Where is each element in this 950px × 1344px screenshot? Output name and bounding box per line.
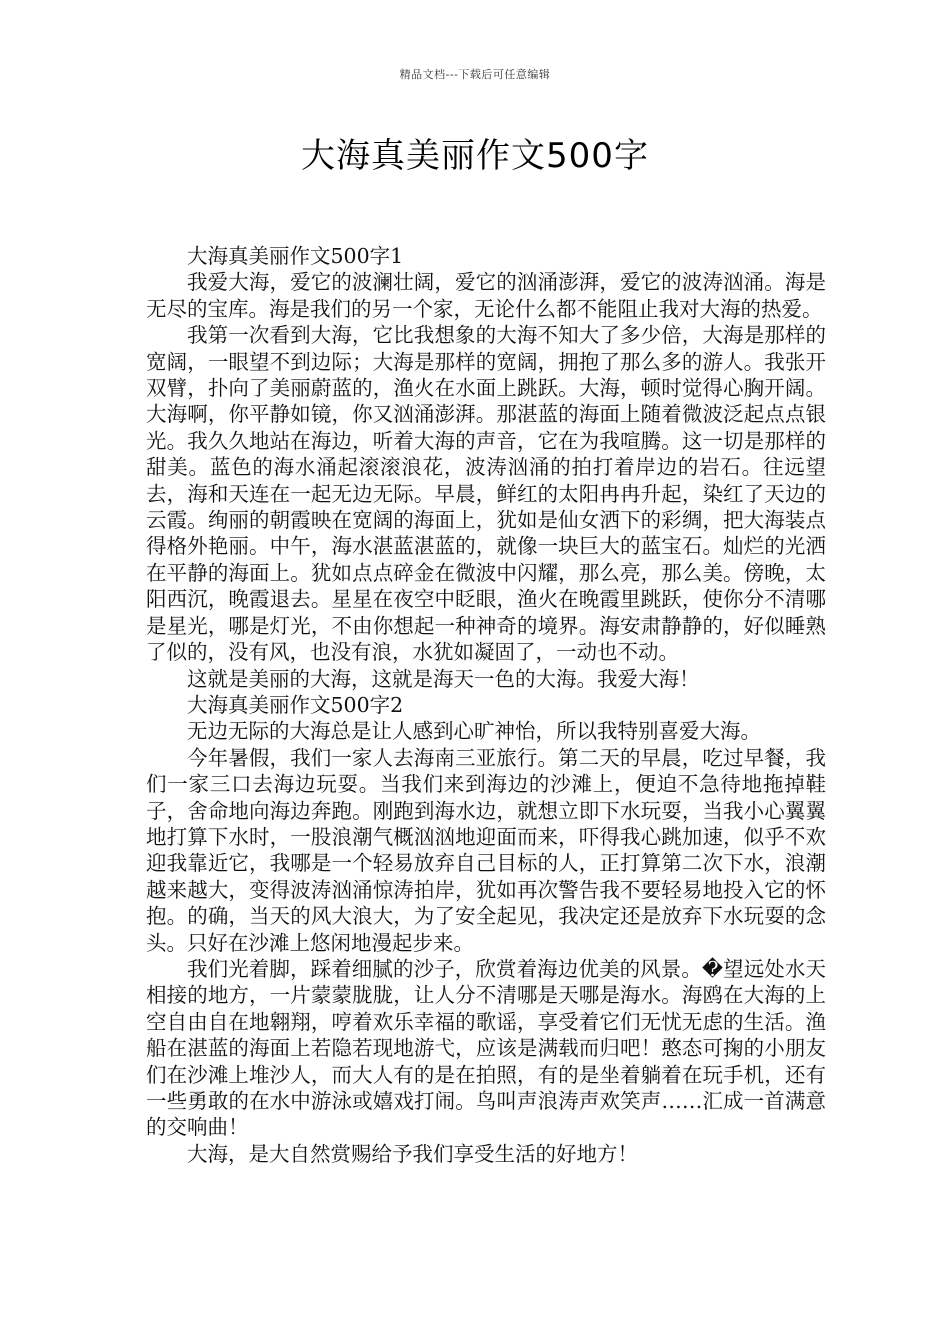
paragraph: 我爱大海，爱它的波澜壮阔，爱它的汹涌澎湃，爱它的波涛汹涌。海是无尽的宝库。海是我们的另一个家，无论什么都不能阻止我对大海的热爱。 [146,270,826,321]
header-note: 精品文档---下载后可任意编辑 [399,68,551,81]
paragraph: 我第一次看到大海，它比我想象的大海不知大了多少倍，大海是那样的宽阔，一眼望不到边际；大海是那样的宽阔，拥抱了那么多的游人。我张开双臂，扑向了美丽蔚蓝的，渔火在水面上跳跃。大海，顿时觉得心胸开阔。大海啊，你平静如镜，你又汹涌澎湃。那湛蓝的海面上随着微波泛起点点银光。我久久地站在海边，听着大海的声音，它在为我喧腾。这一切是那样的甜美。蓝色的海水涌起滚滚浪花，波涛汹涌的拍打着岸边的岩石。往远望去，海和天连在一起无边无际。早晨，鲜红的太阳冉冉升起，染红了天边的云霞。绚丽的朝霞映在宽阔的海面上，犹如是仙女洒下的彩绸，把大海装点得格外艳丽。中午，海水湛蓝湛蓝的，就像一块巨大的蓝宝石。灿烂的光洒在平静的海面上。犹如点点碎金在微波中闪耀，那么亮，那么美。傍晚，太阳西沉，晚霞退去。星星在夜空中眨眼，渔火在晚霞里跳跃，使你分不清哪是星光，哪是灯光，不由你想起一种神奇的境界。海安肃静静的，好似睡熟了似的，没有风，也没有浪，水犹如凝固了，一动也不动。 [146,323,826,665]
document-body [146,243,826,1167]
section-heading-2: 大海真美丽作文500字2 [187,692,404,717]
paragraph: 今年暑假，我们一家人去海南三亚旅行。第二天的早晨，吃过早餐，我们一家三口去海边玩耍。当我们来到海边的沙滩上，便迫不急待地拖掉鞋子，舍命地向海边奔跑。刚跑到海水边，就想立即下水玩耍，当我小心翼翼地打算下水时，一股浪潮气概汹汹地迎面而来，吓得我心跳加速，似乎不欢迎我靠近它，我哪是一个轻易放弃自己目标的人，正打算第二次下水，浪潮越来越大，变得波涛汹涌惊涛拍岸，犹如再次警告我不要轻易地投入它的怀抱。的确，当天的风大浪大，为了安全起见，我决定还是放弃下水玩耍的念头。只好在沙滩上悠闲地漫起步来。 [146,745,826,955]
document-title: 大海真美丽作文500字 [301,136,649,176]
paragraph: 这就是美丽的大海，这就是海天一色的大海。我爱大海！ [187,666,700,691]
paragraph: 无边无际的大海总是让人感到心旷神怡，所以我特别喜爱大海。 [187,719,761,744]
paragraph: 我们光着脚，踩着细腻的沙子，欣赏着海边优美的风景。�望远处水天相接的地方，一片蒙蒙胧胧，让人分不清哪是天哪是海水。海鸥在大海的上空自由自在地翱翔，哼着欢乐幸福的歌谣，享受着它们无忧无虑的生活。渔船在湛蓝的海面上若隐若现地游弋，应该是满载而归吧！憨态可掬的小朋友们在沙滩上堆沙人，而大人有的是在拍照，有的是坐着躺着在玩手机，还有一些勇敢的在水中游泳或嬉戏打闹。鸟叫声浪涛声欢笑声……汇成一首满意的交响曲！ [146,956,826,1140]
section-heading-1: 大海真美丽作文500字1 [187,244,404,268]
paragraph: 大海，是大自然赏赐给予我们享受生活的好地方！ [187,1141,638,1166]
